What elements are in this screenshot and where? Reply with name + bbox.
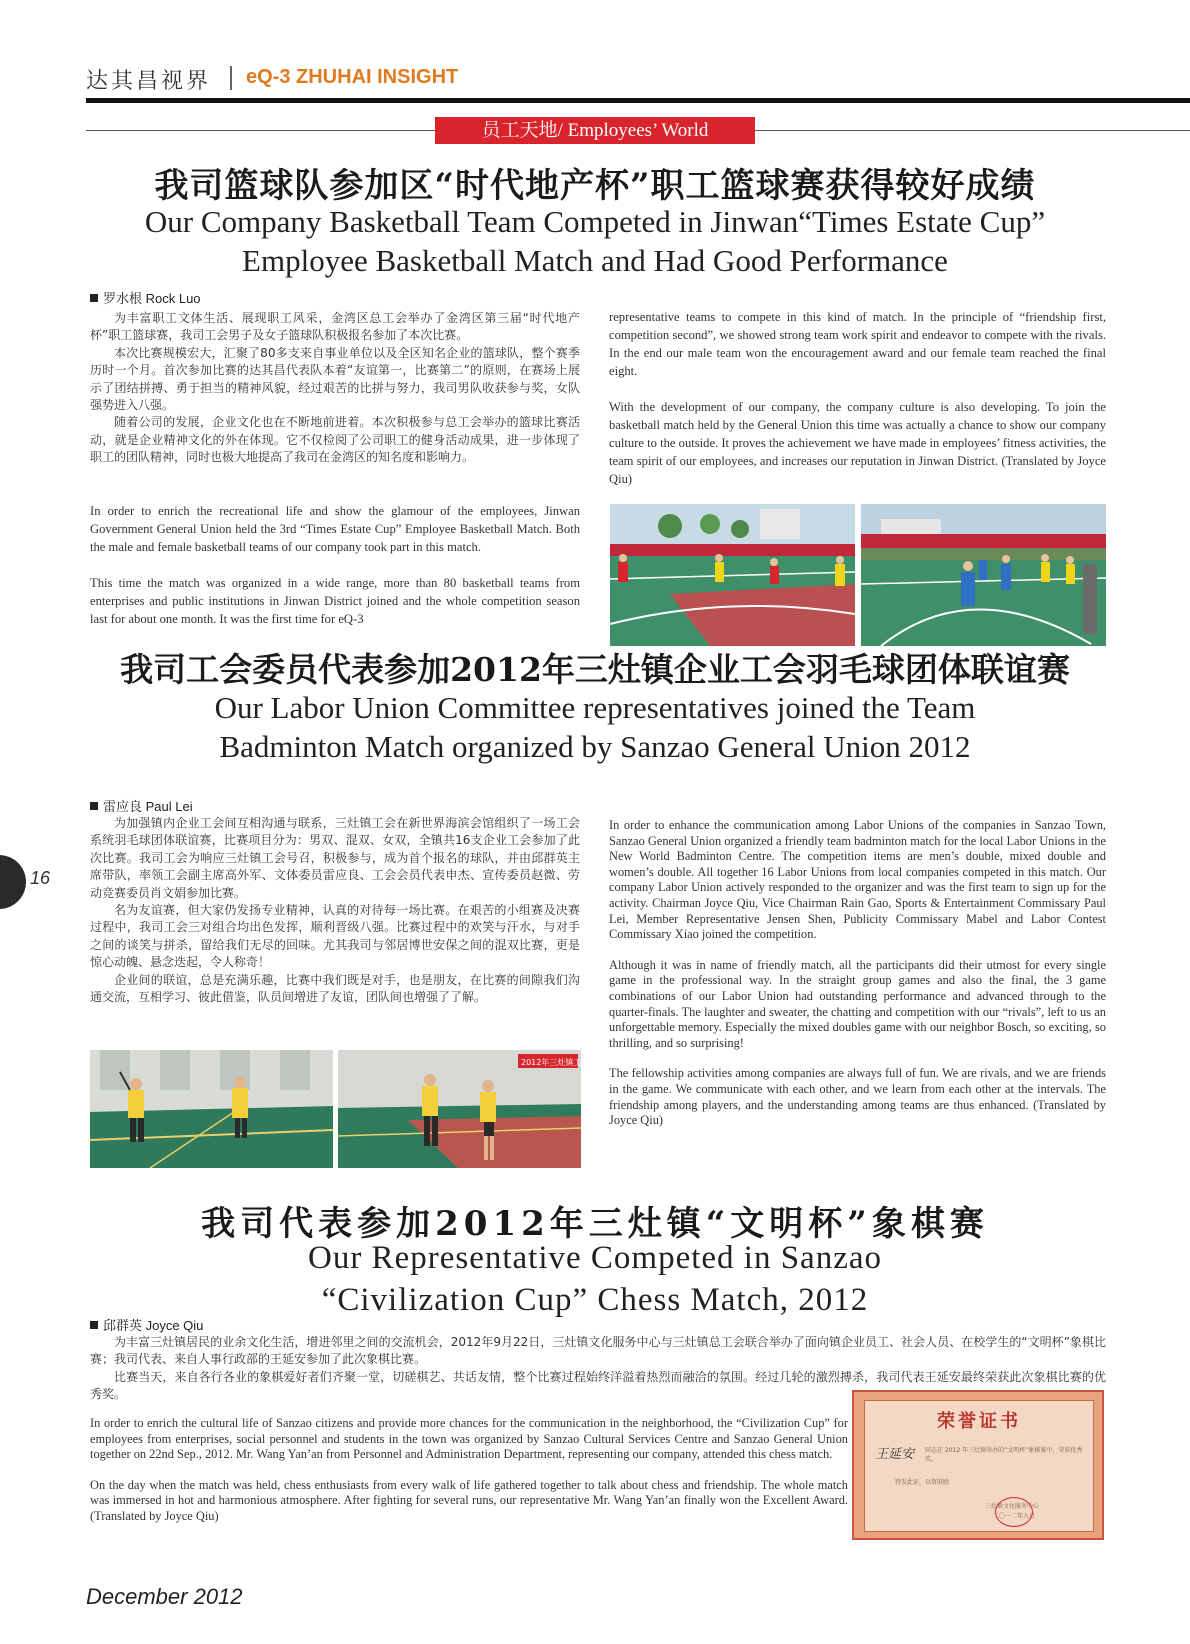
article1-en-para: In order to enrich the recreational life and show the glamour of the employees, Jinwan Government General Union held the 3rd “Times Estate Cup” Employee Basketball Match. Both the male and female basketball teams of our company took part in this match. <box>90 504 580 554</box>
article3-title-en-line2: “Civilization Cup” Chess Match, 2012 <box>321 1282 869 1318</box>
certificate-name: 王延安 <box>875 1447 915 1462</box>
basketball-photo-1 <box>610 504 855 646</box>
certificate-title: 荣誉证书 <box>937 1411 1021 1432</box>
article3-en-text <box>90 1416 848 1540</box>
badminton-photo-2 <box>338 1050 581 1168</box>
certificate-inner <box>864 1400 1094 1532</box>
article3-en-para: On the day when the match was held, chess enthusiasts from every walk of life gathered together to talk about chess and friendship. The whole match was immersed in hot and harmonious atmosphere. After fighting for several runs, our representative Mr. Wang Yan’an finally won the Excellent Award.(Translated by Joyce Qiu) <box>90 1477 848 1523</box>
article2-cn-para: 名为友谊赛，但大家仍发扬专业精神，认真的对待每一场比赛。在艰苦的小组赛及决赛过程中，我司工会三对组合均出色发挥，顺利晋级八强。比赛过程中的欢笑与汗水，与对手之间的谈笑与拼杀，留给我们无尽的回味。尤其我司与邻居博世安保之间的混双比赛，更是惊心动魄、悬念迭起，令人称奇！ <box>90 903 580 970</box>
basketball-photo-2 <box>861 504 1106 646</box>
magazine-title-cn: 达其昌视界 <box>86 69 212 94</box>
page-tab-marker <box>0 855 26 909</box>
section-label: 员工天地/ Employees’ World <box>435 117 755 144</box>
article3-author: 邱群英 Joyce Qiu <box>90 1315 203 1334</box>
article2-en-para: The fellowship activities among companies are always full of fun. We are rivals, and we are friends in the game. We communicate with each other, and we learn from each other at the intervals. The friendship among players, and the understanding among teams are thus enhanced. (Translated by Joyce Qiu) <box>609 1066 1106 1128</box>
issue-date: December 2012 <box>86 1584 243 1609</box>
article1-en-para: This time the match was organized in a wide range, more than 80 basketball teams from enterprises and public institutions in Jinwan District joined and the whole competition season last for about one month. It was the first time for eQ-3 <box>90 576 580 626</box>
honor-certificate <box>852 1390 1104 1540</box>
article3-title-en-line1: Our Representative Competed in Sanzao <box>307 1240 882 1276</box>
article1-title-cn: 我司篮球队参加区“时代地产杯”职工篮球赛获得较好成绩 <box>154 166 1036 206</box>
article1-en-para: representative teams to compete in this kind of match. In the principle of “friendship first, competition second”, we showed strong team work spirit and endeavor to compete with the rivals. In the end our male team won the encouragement award and our female team reached the final eight. <box>609 310 1106 378</box>
article1-title-en-line2: Employee Basketball Match and Had Good Performance <box>242 243 948 278</box>
certificate-body: 同志在 2012 年三灶镇举办的“文明杯”象棋赛中，荣获优秀奖。 <box>925 1447 1083 1463</box>
certificate-date: 二〇一二年九月 <box>993 1513 1036 1520</box>
article3-title-cn: 我司代表参加2012年三灶镇“文明杯”象棋赛 <box>201 1204 989 1244</box>
article3-en-para: In order to enrich the cultural life of Sanzao citizens and provide more chances for the communication in the neighborhood, the “Civilization Cup” for employees from enterprises, social personnel and students in the town was organized by Sanzao Cultural Services Centre and Sanzao General Union together on 22nd Sep., 2012. Mr. Wang Yan’an from Personnel and Administration Department, representing our company, attended this chess match. <box>90 1416 848 1462</box>
article2-author: 雷应良 Paul Lei <box>90 796 193 815</box>
certificate-note: 特发此证，以资鼓励 <box>895 1479 950 1486</box>
header-separator <box>230 66 232 90</box>
article1-en-left <box>90 502 580 646</box>
venue-banner-text: 2012年三灶镇工 <box>521 1058 581 1067</box>
article1-author: 罗水根 Rock Luo <box>90 288 201 307</box>
article1-cn-para: 本次比赛规模宏大，汇聚了80多支来自事业单位以及全区知名企业的篮球队，整个赛季历时一个月。首次参加比赛的达其昌代表队本着“友谊第一，比赛第二”的原则，在赛场上展示了团结拼搏、勇于担当的精神风貌，经过艰苦的比拼与努力，我司男队收获参与奖，女队强势进入八强。 <box>90 345 580 413</box>
article2-cn-text <box>90 815 580 1006</box>
article2-title-cn: 我司工会委员代表参加2012年三灶镇企业工会羽毛球团体联谊赛 <box>120 650 1070 689</box>
article3-cn-para: 比赛当天，来自各行各业的象棋爱好者们齐聚一堂，切磋棋艺、共话友情，整个比赛过程始终洋溢着热烈而融洽的氛围。经过几轮的激烈搏杀，我司代表王延安最终荣获此次象棋比赛的优秀奖。 <box>90 1369 1106 1402</box>
article2-cn-para: 为加强镇内企业工会间互相沟通与联系，三灶镇工会在新世界海滨会馆组织了一场工会系统羽毛球团体联谊赛，比赛项目分为：男双、混双、女双，全镇共16支企业工会参加了此次比赛。我司工会为响应三灶镇工会号召，积极参与，成为首个报名的球队，并由邱群英主席带队，率领工会副主席高外军、文体委员雷应良、工会会员代表申杰、宣传委员赵微、劳动竞赛委员肖文娟参加比赛。 <box>90 816 580 900</box>
article2-title-en-line2: Badminton Match organized by Sanzao General Union 2012 <box>219 729 971 764</box>
article2-en-right <box>609 818 1106 1144</box>
article2-en-para: In order to enhance the communication among Labor Unions of the companies in Sanzao Town, Sanzao General Union organized a friendly team badminton match for the local Labor Unions in the New World Badminton Centre. The competition items are men’s double, mixed double and women’s double. All together 16 Labor Unions from local companies competed in this match. Our company Labor Union actively responded to the organizer and was the first team to sign up for the activity. Chairman Joyce Qiu, Vice Chairman Rain Gao, Sports & Entertainment Commissary Paul Lei, Member Representative Jensen Shen, Publicity Commissary Mabel and Labor Contest Commissary Xiao joined the competition. <box>609 818 1106 942</box>
header-rule-thick <box>86 98 1190 103</box>
article2-en-para: Although it was in name of friendly match, all the participants did their utmost for every single game in the professional way. In the straight group games and also the final, the 3 game combinations of our Labor Union had outstanding performance and advanced through to the quarter-finals. The laughter and sweater, the chatting and competition with our “rivals”, left to us an unforgettable memory. Especially the mixed doubles game with our neighbor Bosch, so exciting, so thrilling, and so surprising! <box>609 957 1106 1050</box>
magazine-title-en: eQ-3 ZHUHAI INSIGHT <box>246 66 459 88</box>
article1-cn-para: 随着公司的发展，企业文化也在不断地前进着。本次积极参与总工会举办的篮球比赛活动，就是企业精神文化的外在体现。它不仅检阅了公司职工的健身活动成果，进一步体现了职工的团队精神，同时也极大地提高了我司在金湾区的知名度和影响力。 <box>90 415 580 465</box>
article2-cn-para: 企业间的联谊，总是充满乐趣，比赛中我们既是对手，也是朋友，在比赛的间隙我们沟通交流，互相学习、彼此借鉴，队员间增进了友谊，团队间也增强了了解。 <box>90 972 580 1005</box>
article1-cn-text <box>90 310 580 467</box>
page-number: 16 <box>30 868 51 888</box>
article1-cn-para: 为丰富职工文体生活、展现职工风采，金湾区总工会举办了金湾区第三届“时代地产杯”职工篮球赛，我司工会男子及女子篮球队积极报名参加了本次比赛。 <box>90 311 580 343</box>
article1-en-right <box>609 308 1106 506</box>
certificate-issuer: 三灶镇文化服务中心 <box>985 1503 1040 1510</box>
badminton-photo-1 <box>90 1050 333 1168</box>
article3-cn-para: 为丰富三灶镇居民的业余文化生活，增进邻里之间的交流机会，2012年9月22日，三灶镇文化服务中心与三灶镇总工会联合举办了面向镇企业员工、社会人员、在校学生的“文明杯”象棋比赛；我司代表、来自人事行政部的王延安参加了此次象棋比赛。 <box>90 1335 1106 1367</box>
article1-title-en-line1: Our Company Basketball Team Competed in Jinwan“Times Estate Cup” <box>144 204 1046 239</box>
article2-title-en-line1: Our Labor Union Committee representatives joined the Team <box>214 690 976 725</box>
article1-en-para: With the development of our company, the company culture is also developing. To join the basketball match held by the General Union this time was actually a chance to show our company culture to the outside. It proves the achievement we have made in employees’ fitness activities, the team spirit of our employees, and increases our reputation in Jinwan District. (Translated by Joyce Qiu) <box>609 400 1106 486</box>
